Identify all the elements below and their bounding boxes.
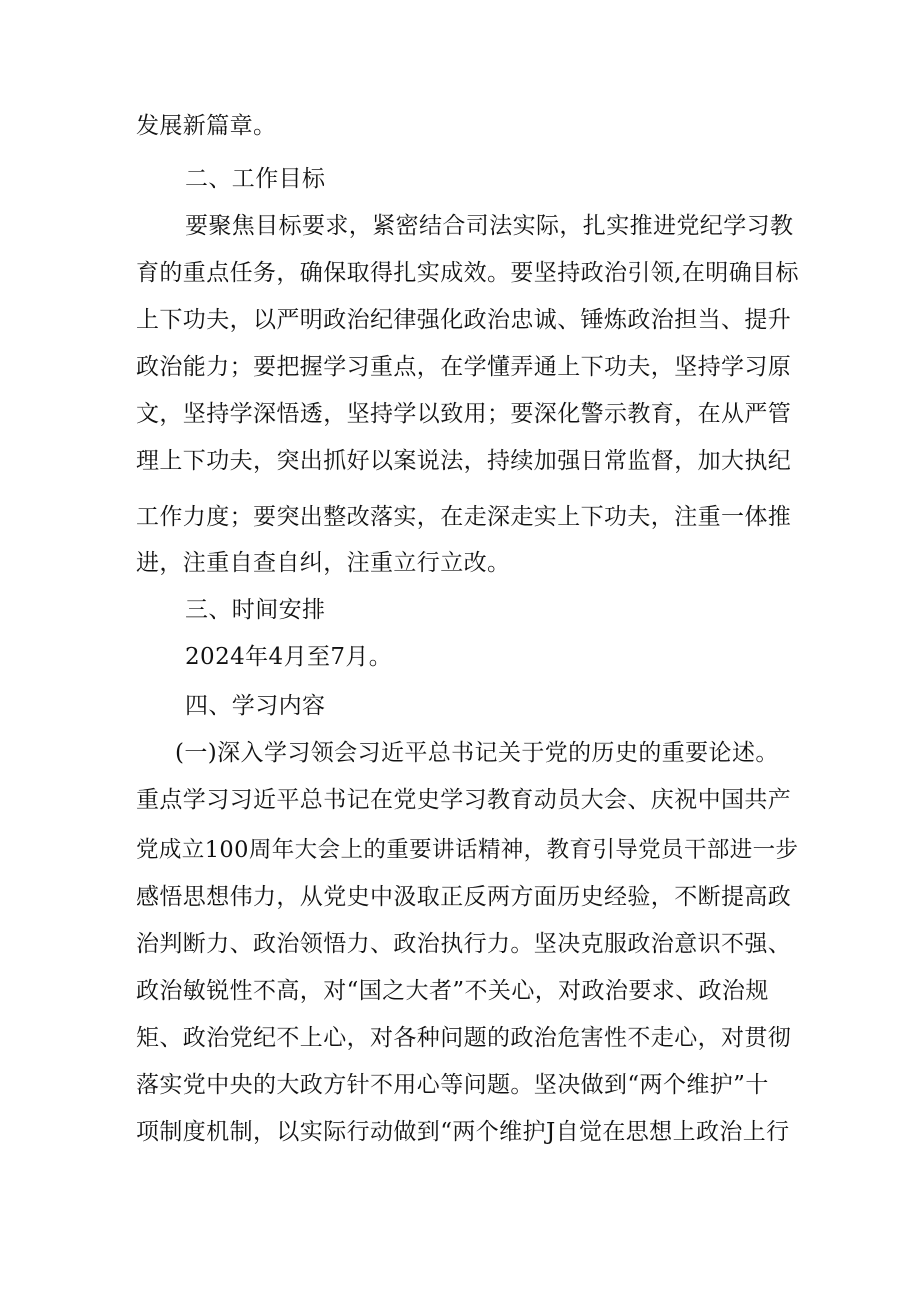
paragraph-line: 育的重点任务，确保取得扎实成效。要坚持政治引领,在明确目标: [136, 260, 799, 286]
paragraph-line: 要聚焦目标要求，紧密结合司法实际，扎实推进党纪学习教: [185, 213, 794, 239]
paragraph-line: 理上下功夫，突出抓好以案说法，持续加强日常监督，加大执纪: [136, 448, 792, 474]
section-heading-work-goals: 二、工作目标: [185, 166, 326, 192]
paragraph-line: 上下功夫，以严明政治纪律强化政治忠诚、锤炼政治担当、提升: [136, 307, 792, 333]
section-heading-schedule: 三、时间安排: [185, 597, 326, 623]
schedule-date: 2024年4月至7月。: [185, 644, 393, 670]
section-heading-study-content: 四、学习内容: [185, 693, 326, 719]
paragraph-line: 感悟思想伟力，从党史中汲取正反两方面历史经验，不断提高政: [136, 884, 792, 910]
paragraph-line: 工作力度；要突出整改落实，在走深走实上下功夫，注重一体推: [136, 504, 792, 530]
paragraph-line: 党成立100周年大会上的重要讲话精神，教育引导党员干部进一步: [136, 837, 799, 863]
paragraph-line: 文，坚持学深悟透，坚持学以致用；要深化警示教育，在从严管: [136, 401, 792, 427]
paragraph-line: 项制度机制，以实际行动做到“两个维护J自觉在思想上政治上行: [136, 1119, 790, 1145]
paragraph-line: 发展新篇章。: [136, 113, 277, 139]
paragraph-line: 政治敏锐性不高，对“国之大者”不关心，对政治要求、政治规: [136, 978, 769, 1004]
paragraph-line: 矩、政治党纪不上心，对各种问题的政治危害性不走心，对贯彻: [136, 1025, 792, 1051]
paragraph-line: 治判断力、政治领悟力、政治执行力。坚决克服政治意识不强、: [136, 931, 792, 957]
paragraph-line: 落实党中央的大政方针不用心等问题。坚决做到“两个维护”十: [136, 1072, 769, 1098]
paragraph-line: 重点学习习近平总书记在党史学习教育动员大会、庆祝中国共产: [136, 787, 792, 813]
paragraph-line: 政治能力；要把握学习重点，在学懂弄通上下功夫，坚持学习原: [136, 354, 792, 380]
subsection-heading: (一)深入学习领会习近平总书记关于党的历史的重要论述。: [175, 740, 779, 766]
paragraph-line: 进，注重自查自纠，注重立行立改。: [136, 550, 511, 576]
